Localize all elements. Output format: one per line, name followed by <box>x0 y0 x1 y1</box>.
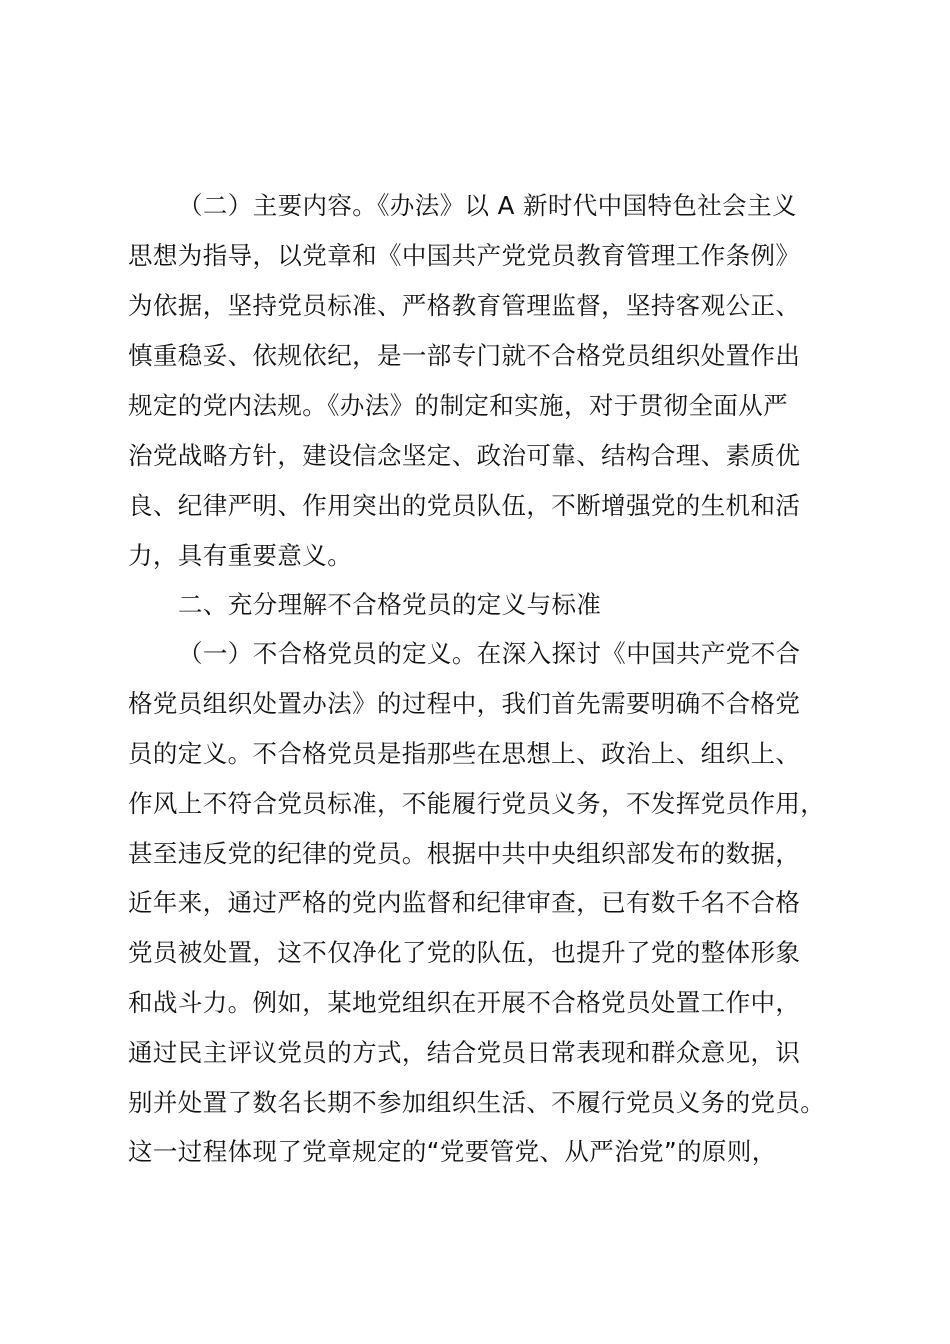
paragraph-line: 良、纪律严明、作用突出的党员队伍，不断增强党的生机和活 <box>128 491 801 520</box>
paragraph-line: 通过民主评议党员的方式，结合党员日常表现和群众意见，识 <box>128 1038 801 1067</box>
paragraph-line: （二）主要内容。《办法》以 A 新时代中国特色社会主义 <box>178 191 797 220</box>
paragraph-line: 治党战略方针，建设信念坚定、政治可靠、结构合理、素质优 <box>128 441 801 470</box>
paragraph-line: 格党员组织处置办法》的过程中，我们首先需要明确不合格党 <box>128 689 801 718</box>
section-heading: 二、充分理解不合格党员的定义与标准 <box>178 590 602 619</box>
paragraph-line: 这一过程体现了党章规定的“党要管党、从严治党”的原则， <box>128 1137 777 1166</box>
paragraph-line: 党员被处置，这不仅净化了党的队伍，也提升了党的整体形象 <box>128 938 801 967</box>
paragraph-line: 员的定义。不合格党员是指那些在思想上、政治上、组织上、 <box>128 739 801 768</box>
paragraph-line: 为依据，坚持党员标准、严格教育管理监督，坚持客观公正、 <box>128 291 801 320</box>
paragraph-line: 别并处置了数名长期不参加组织生活、不履行党员义务的党员。 <box>128 1088 826 1117</box>
paragraph-line: 和战斗力。例如，某地党组织在开展不合格党员处置工作中， <box>128 988 801 1017</box>
paragraph-line: 甚至违反党的纪律的党员。根据中共中央组织部发布的数据， <box>128 839 801 868</box>
paragraph-line: 近年来，通过严格的党内监督和纪律审查，已有数千名不合格 <box>128 888 801 917</box>
paragraph-line: 慎重稳妥、依规依纪，是一部专门就不合格党员组织处置作出 <box>128 341 801 370</box>
paragraph-line: 力，具有重要意义。 <box>128 541 353 570</box>
paragraph-line: 思想为指导，以党章和《中国共产党党员教育管理工作条例》 <box>128 241 801 270</box>
paragraph-line: 作风上不符合党员标准，不能履行党员义务，不发挥党员作用， <box>128 789 826 818</box>
paragraph-line: 规定的党内法规。《办法》的制定和实施，对于贯彻全面从严 <box>128 391 789 420</box>
paragraph-line: （一）不合格党员的定义。在深入探讨《中国共产党不合 <box>178 639 801 668</box>
